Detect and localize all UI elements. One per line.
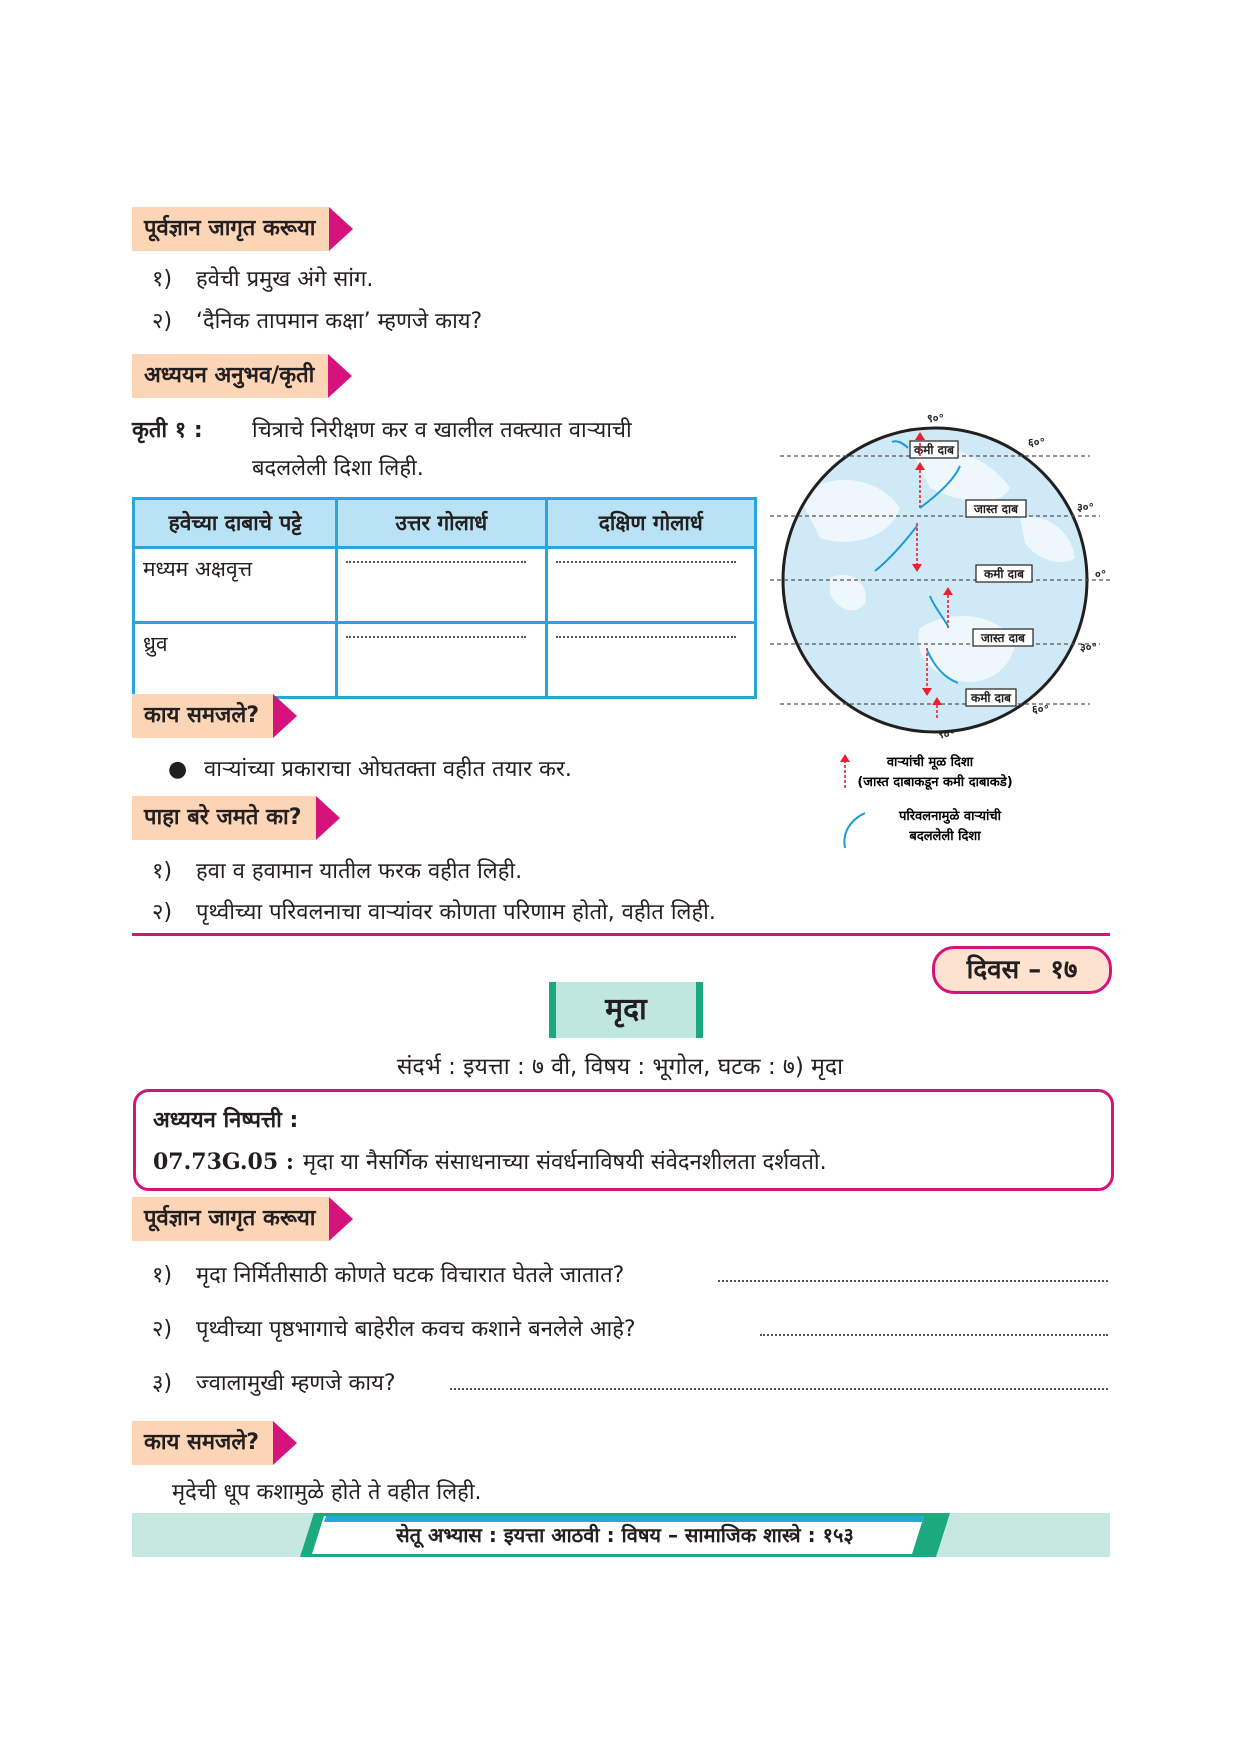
activity-label: कृती १ : <box>132 418 203 443</box>
pressure-label: जास्त दाब <box>980 631 1026 645</box>
tag-arrow-icon <box>273 694 297 738</box>
wind-pressure-globe-diagram <box>770 408 1110 848</box>
item-text: पृथ्वीच्या परिवलनाचा वाऱ्यांवर कोणता परिणाम होतो, वहीत लिही. <box>196 900 716 925</box>
table-header: हवेच्या दाबाचे पट्टे <box>134 499 337 548</box>
pressure-label: कमी दाब <box>913 443 955 457</box>
table-cell: ध्रुव <box>134 623 337 698</box>
footer-text: सेतू अभ्यास : इयत्ता आठवी : विषय – सामाजिक शास्त्रे : १५३ <box>396 1523 854 1547</box>
section-divider <box>132 933 1110 936</box>
table-row <box>134 623 756 698</box>
item-number: ३) <box>152 1371 173 1396</box>
prior-item-1 <box>152 263 373 293</box>
answer-blank[interactable] <box>337 623 546 698</box>
degree-label: ०° <box>1095 568 1107 581</box>
check-item-2 <box>152 896 716 926</box>
item-number: २) <box>152 1317 173 1342</box>
answer-blank[interactable] <box>718 1280 1108 1282</box>
tag-label: पूर्वज्ञान जागृत करूया <box>144 1206 316 1231</box>
answer-blank[interactable] <box>546 623 755 698</box>
section-tag-check <box>132 796 316 840</box>
legend-label-deflected: परिवलनामुळे वाऱ्यांची <box>898 809 1002 824</box>
prior-item-2-3 <box>152 1367 396 1397</box>
degree-label: ३०° <box>1080 641 1097 654</box>
section-tag-understood <box>132 694 273 738</box>
check-item-1 <box>152 855 522 885</box>
understood-text: मृदेची धूप कशामुळे होते ते वहीत लिही. <box>172 1480 482 1505</box>
learning-outcome-box <box>133 1089 1114 1191</box>
item-text: मृदा निर्मितीसाठी कोणते घटक विचारात घेतले जातात? <box>196 1263 625 1288</box>
chapter-title: मृदा <box>605 992 647 1027</box>
item-text: हवेची प्रमुख अंगे सांग. <box>196 267 374 292</box>
prior-item-2 <box>152 305 482 335</box>
legend-label-deflected-sub: बदललेली दिशा <box>909 829 981 844</box>
item-text: हवा व हवामान यातील फरक वहीत लिही. <box>196 859 523 884</box>
table-header: दक्षिण गोलार्ध <box>546 499 755 548</box>
item-number: २) <box>152 900 173 925</box>
outcome-text: मृदा या नैसर्गिक संसाधनाच्या संवर्धनाविषयी संवेदनशीलता दर्शवतो. <box>303 1150 827 1175</box>
bullet-text: वाऱ्यांच्या प्रकाराचा ओघतक्ता वहीत तयार कर. <box>204 757 572 782</box>
section-tag-prior-knowledge-2 <box>132 1197 329 1241</box>
section-tag-activity <box>132 354 328 398</box>
tag-arrow-icon <box>316 796 340 840</box>
tag-label: पाहा बरे जमते का? <box>144 805 302 830</box>
item-number: १) <box>152 267 173 292</box>
activity-text-line-1: चित्राचे निरीक्षण कर व खालील तक्त्यात वाऱ्याची <box>252 418 632 443</box>
item-number: २) <box>152 309 173 334</box>
bullet-icon: ● <box>168 757 188 782</box>
legend-label-original-sub: (जास्त दाबाकडून कमी दाबाकडे) <box>857 775 1013 790</box>
degree-label: ९०° <box>938 728 955 741</box>
outcome-heading: अध्ययन निष्पत्ती : <box>153 1108 299 1133</box>
answer-blank[interactable] <box>760 1334 1108 1336</box>
item-text: पृथ्वीच्या पृष्ठभागाचे बाहेरील कवच कशाने बनलेले आहे? <box>196 1317 636 1342</box>
pressure-label: कमी दाब <box>983 567 1025 581</box>
outcome-code: 07.73G.05 : <box>153 1149 294 1175</box>
reference-line: संदर्भ : इयत्ता : ७ वी, विषय : भूगोल, घटक : ७) मृदा <box>396 1054 844 1080</box>
tag-arrow-icon <box>328 354 352 398</box>
section-tag-understood-2 <box>132 1421 273 1465</box>
item-number: १) <box>152 1263 173 1288</box>
pressure-label: जास्त दाब <box>973 502 1019 516</box>
day-badge <box>932 946 1112 994</box>
answer-blank[interactable] <box>450 1388 1108 1390</box>
tag-label: काय समजले? <box>144 1430 260 1455</box>
chapter-title-box <box>549 982 703 1038</box>
degree-label: ६०° <box>1028 436 1045 449</box>
prior-item-2-1 <box>152 1259 624 1289</box>
tag-label: काय समजले? <box>144 703 260 728</box>
prior-item-2-2 <box>152 1313 636 1343</box>
table-row <box>134 548 756 623</box>
table-header: उत्तर गोलार्ध <box>337 499 546 548</box>
item-text: ‘दैनिक तापमान कक्षा’ म्हणजे काय? <box>196 309 483 334</box>
pressure-label: कमी दाब <box>970 691 1012 705</box>
tag-label: अध्ययन अनुभव/कृती <box>144 363 315 388</box>
legend <box>840 754 1013 848</box>
tag-label: पूर्वज्ञान जागृत करूया <box>144 216 316 241</box>
tag-arrow-icon <box>329 1197 353 1241</box>
outcome-line <box>153 1146 827 1176</box>
day-label: दिवस – १७ <box>966 955 1078 985</box>
section-tag-prior-knowledge <box>132 207 329 251</box>
legend-label-original: वाऱ्यांची मूळ दिशा <box>886 755 974 770</box>
bullet-item <box>168 753 572 783</box>
degree-label: ९०° <box>927 412 944 425</box>
tag-arrow-icon <box>273 1421 297 1465</box>
answer-blank[interactable] <box>546 548 755 623</box>
activity-text-line-2: बदललेली दिशा लिही. <box>252 456 424 481</box>
table-cell: मध्यम अक्षवृत्त <box>134 548 337 623</box>
pressure-belt-table <box>132 497 757 699</box>
tag-arrow-icon <box>329 207 353 251</box>
item-text: ज्वालामुखी म्हणजे काय? <box>196 1371 396 1396</box>
answer-blank[interactable] <box>337 548 546 623</box>
item-number: १) <box>152 859 173 884</box>
degree-label: ३०° <box>1077 501 1094 514</box>
degree-label: ६०° <box>1032 703 1049 716</box>
